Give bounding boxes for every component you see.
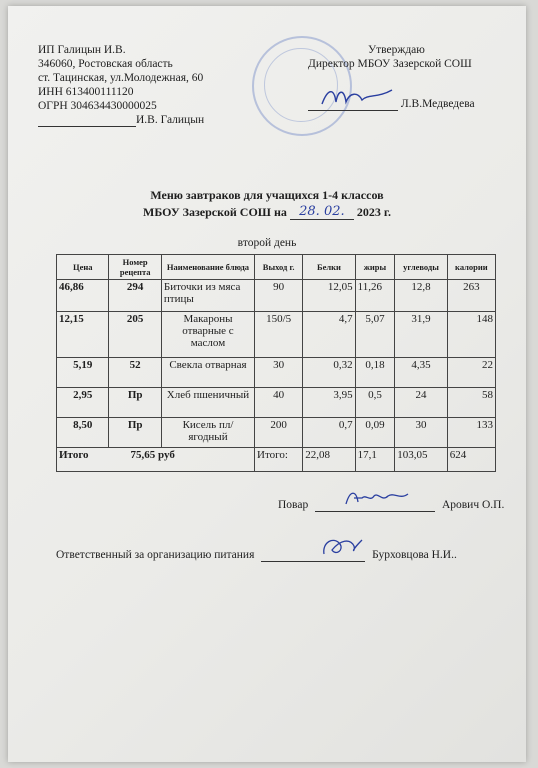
menu-title-line1: Меню завтраков для учащихся 1-4 классов xyxy=(150,188,384,202)
header-left xyxy=(38,44,204,128)
menu-table xyxy=(56,254,496,472)
director-signature-icon xyxy=(318,82,398,112)
table-row: 46,86 294 Биточки из мяса птицы 90 12,05 11,26 12,8 263 xyxy=(57,280,496,312)
table-row: 2,95 Пр Хлеб пшеничный 40 3,95 0,5 24 58 xyxy=(57,388,496,418)
table-row: 5,19 52 Свекла отварная 30 0,32 0,18 4,35 22 xyxy=(57,358,496,388)
table-row: 12,15 205 Макароны отварные с маслом 150/5 4,7 5,07 31,9 148 xyxy=(57,312,496,358)
org-address-2: ст. Тацинская, ул.Молодежная, 60 xyxy=(38,72,204,84)
col-dish: Наименование блюда xyxy=(161,255,254,280)
col-carbs: углеводы xyxy=(395,255,447,280)
day-label: второй день xyxy=(237,237,297,249)
col-price: Цена xyxy=(57,255,109,280)
org-signature-line: И.В. Галицын xyxy=(38,114,204,128)
director-signature-line: Л.В.Медведева xyxy=(308,98,475,111)
table-header-row xyxy=(57,255,496,280)
col-recipe: Номер рецепта xyxy=(109,255,161,280)
col-fat: жиры xyxy=(355,255,395,280)
org-address-1: 346060, Ростовская область xyxy=(38,58,173,70)
responsible-signature-icon xyxy=(318,534,368,560)
org-ogrn: ОГРН 304634430000025 xyxy=(38,100,157,112)
org-inn: ИНН 613400111120 xyxy=(38,86,134,98)
responsible-signature-line: Ответственный за организацию питания Бурховцова Н.И.. xyxy=(56,549,457,561)
cook-signature-line: Повар Арович О.П. xyxy=(278,499,505,511)
document-page xyxy=(8,6,526,762)
org-name: ИП Галицын И.В. xyxy=(38,44,126,56)
director-position: Директор МБОУ Зазерской СОШ xyxy=(308,58,472,70)
menu-date: 28. 02. xyxy=(290,204,354,220)
menu-title-line2: МБОУ Зазерской СОШ на 28. 02. 2023 г. xyxy=(143,204,391,219)
col-kcal: калории xyxy=(447,255,495,280)
cook-signature-icon xyxy=(342,486,412,508)
col-yield: Выход г. xyxy=(255,255,303,280)
col-protein: Белки xyxy=(303,255,355,280)
table-total-row: Итого 75,65 руб Итого: 22,08 17,1 103,05 624 xyxy=(57,448,496,472)
approve-label: Утверждаю xyxy=(368,44,425,56)
table-row: 8,50 Пр Кисель пл/ягодный 200 0,7 0,09 30 133 xyxy=(57,418,496,448)
